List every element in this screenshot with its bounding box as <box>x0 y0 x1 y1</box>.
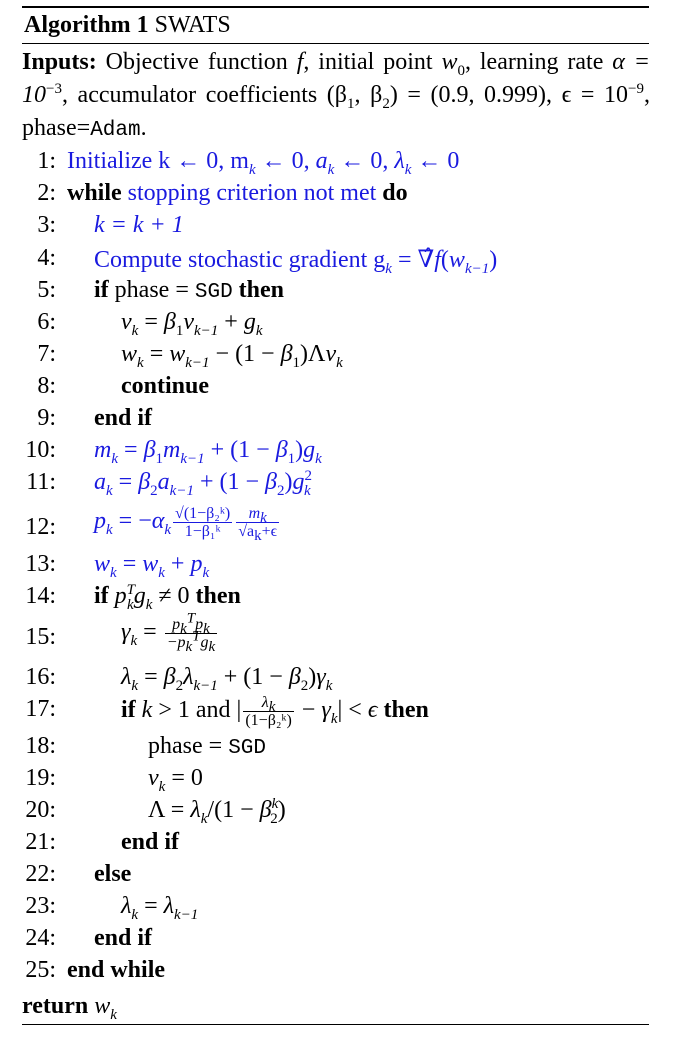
line-16: $\lambda_k = \beta_2\lambda_{k-1} + (1 - \beta_2)\gamma_k$ <box>121 664 333 694</box>
line-1: Initialize k ← 0, $m_k$ ← 0, $a_k$ ← 0, $\lambda_k$ ← 0 <box>67 148 460 178</box>
inputs-math: α = 10 <box>22 49 650 108</box>
line-20: $\Lambda = \lambda_k/(1 - \beta^k_2)$ <box>148 796 286 827</box>
line-15: $\gamma_k$ = $\frac{p_k^Tp_k}{-p_k^Tg_k}$ <box>121 610 216 656</box>
algorithm-title <box>24 11 231 39</box>
line-6: $v_k = \beta_1v_{k-1} + g_k$ <box>121 309 263 339</box>
inputs-text: ) = (0.9, 0.999), ϵ = 10 <box>389 82 629 108</box>
inputs-text: , β <box>354 82 383 108</box>
line-number: 12: <box>25 514 56 540</box>
algorithm-name: SWATS <box>154 12 231 38</box>
line-number: 3: <box>37 212 56 238</box>
line-number: 2: <box>37 180 56 206</box>
line-7: $w_k = w_{k-1} - (1 - \beta_1)\Lambda v_k$ <box>121 341 343 371</box>
line-10: $m_k = \beta_1m_{k-1} + (1 - \beta_1)g_k$ <box>94 437 322 467</box>
line-number: 14: <box>25 583 56 609</box>
keyword-if: if <box>94 277 109 303</box>
line-number: 13: <box>25 551 56 577</box>
inputs-sup: −9 <box>628 81 645 97</box>
line-19: $v_k = 0$ <box>148 765 203 795</box>
return-line: return $w_k$ <box>22 993 117 1023</box>
keyword-then: then <box>383 697 429 724</box>
inputs-sup: −3 <box>46 81 62 97</box>
line-22: else <box>94 861 132 887</box>
keyword-then: then <box>195 583 241 609</box>
inputs-text: Objective function <box>96 49 297 75</box>
inputs-sub: 2 <box>382 95 390 112</box>
inputs-sub: 0 <box>457 62 465 79</box>
keyword-if: if <box>94 583 109 609</box>
line-8: continue <box>121 373 210 399</box>
inputs-paragraph <box>22 46 650 147</box>
line-14: if $p^T_kg_k \ne 0$ then <box>94 582 241 613</box>
line-number: 18: <box>25 733 56 759</box>
line-18-text: phase = <box>148 733 229 759</box>
keyword-while: while <box>67 180 122 206</box>
line-number: 23: <box>25 893 56 919</box>
line-5 <box>94 277 284 304</box>
line-number: 10: <box>25 437 56 463</box>
line-17: if k > 1 and | $\frac{\lambda_k}{\text{(1−β₂ᵏ)}}$ − $\gamma_k| < \epsilon$ then <box>121 694 429 729</box>
line-number: 5: <box>37 277 56 303</box>
line-5-text: phase = <box>108 277 195 303</box>
line-23: $\lambda_k = \lambda_{k-1}$ <box>121 893 199 923</box>
bottom-rule <box>22 1024 649 1025</box>
line-12: $p_k = -\alpha_k$ $\frac{\text{√(1−β₂ᵏ)}}{\text{1−β₁ᵏ}}$ $\frac{m_k}{√a_k+\epsilon}$ <box>94 505 278 545</box>
line-21: end if <box>121 829 180 855</box>
line-number: 25: <box>25 957 56 983</box>
line-13: $w_k = w_k + p_k$ <box>94 551 210 581</box>
line-number: 19: <box>25 765 56 791</box>
inputs-math: f <box>296 49 304 75</box>
inputs-text: , accumulator coefficients (β <box>61 82 348 108</box>
line-9: end if <box>94 405 153 431</box>
inputs-sub: 1 <box>347 95 355 112</box>
line-number: 1: <box>37 148 56 174</box>
line-24: end if <box>94 925 153 951</box>
keyword-then: then <box>232 277 285 303</box>
line-number: 8: <box>37 373 56 399</box>
line-number: 4: <box>37 245 56 271</box>
line-17-and: and <box>195 697 231 724</box>
line-number: 7: <box>37 341 56 367</box>
keyword-do: do <box>382 180 408 206</box>
keyword-return: return <box>22 993 89 1019</box>
inputs-math: w <box>441 49 458 75</box>
title-rule <box>22 43 649 44</box>
line-2-text: stopping criterion not met <box>121 180 383 206</box>
inputs-label: Inputs: <box>22 49 97 75</box>
inputs-text: , initial point <box>303 49 442 75</box>
top-rule <box>22 6 649 8</box>
line-number: 15: <box>25 624 56 650</box>
line-number: 21: <box>25 829 56 855</box>
line-number: 17: <box>25 696 56 722</box>
keyword-if: if <box>121 697 136 724</box>
line-4-text: Compute stochastic gradient g <box>94 247 386 273</box>
inputs-text: . <box>140 115 147 141</box>
line-3: k = k + 1 <box>94 212 184 238</box>
inputs-text: , learning rate <box>464 49 613 75</box>
line-number: 16: <box>25 664 56 690</box>
line-number: 24: <box>25 925 56 951</box>
sgd-token: SGD <box>194 281 233 304</box>
inputs-text: , phase= <box>22 82 651 141</box>
algorithm-label: Algorithm 1 <box>24 12 149 38</box>
line-4: Compute stochastic gradient $g_k$ = $\nablâf(w_{k-1})$ <box>94 247 498 277</box>
sgd-token: SGD <box>228 737 266 760</box>
inputs-phase: Adam <box>90 119 141 142</box>
line-number: 9: <box>37 405 56 431</box>
line-25: end while <box>67 957 166 983</box>
line-number: 6: <box>37 309 56 335</box>
line-2 <box>67 180 408 207</box>
line-number: 22: <box>25 861 56 887</box>
line-number: 11: <box>26 469 56 495</box>
line-1-text: Initialize k ← 0, m <box>67 148 249 174</box>
line-11: $a_k = \beta_2a_{k-1} + (1 - \beta_2)g^2_k$ <box>94 468 312 499</box>
line-number: 20: <box>25 797 56 823</box>
line-18 <box>148 733 266 760</box>
